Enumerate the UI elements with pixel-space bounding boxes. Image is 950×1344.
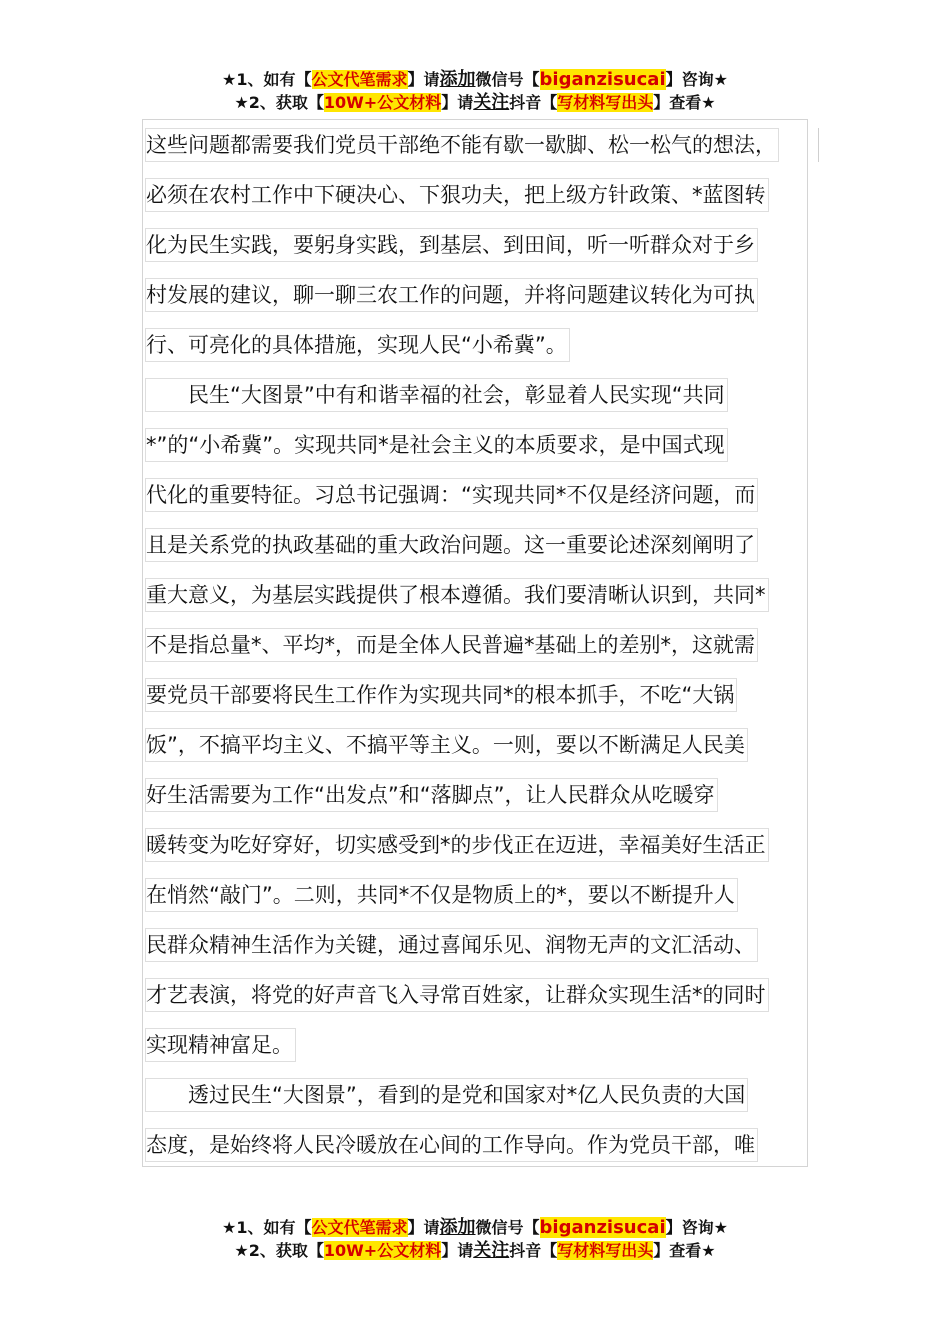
text-line xyxy=(145,770,810,820)
text-line xyxy=(145,1070,810,1120)
text-line-content: 才艺表演，将党的好声音飞入寻常百姓家，让群众实现生活*的同时 xyxy=(145,978,769,1012)
text-line xyxy=(145,820,810,870)
text-line-content: 代化的重要特征。习总书记强调：“实现共同*不仅是经济问题，而 xyxy=(145,478,758,512)
text-line xyxy=(145,120,810,170)
text-line-content: *”的“小希冀”。实现共同*是社会主义的本质要求，是中国式现 xyxy=(145,428,728,462)
line-end-marker xyxy=(818,128,819,162)
text-line-content: 村发展的建议，聊一聊三农工作的问题，并将问题建议转化为可执 xyxy=(145,278,758,312)
banner-line-2: ★2、获取【10W+公文材料】请关注抖音【写材料写出头】查看★ xyxy=(234,1240,716,1261)
text-line xyxy=(145,570,810,620)
text-line-content: 不是指总量*、平均*，而是全体人民普遍*基础上的差别*，这就需 xyxy=(145,628,758,662)
text-line-content: 在悄然“敲门”。二则，共同*不仅是物质上的*，要以不断提升人 xyxy=(145,878,738,912)
text-line-content: 透过民生“大图景”，看到的是党和国家对*亿人民负责的大国 xyxy=(145,1078,748,1112)
highlight-service: 公文代笔需求 xyxy=(311,70,408,89)
text-line-content: 行、可亮化的具体措施，实现人民“小希冀”。 xyxy=(145,328,570,362)
text-line-content: 好生活需要为工作“出发点”和“落脚点”，让人民群众从吃暖穿 xyxy=(145,778,718,812)
banner-line-1: ★1、如有【公文代笔需求】请添加微信号【biganzisucai】咨询★ xyxy=(222,1217,728,1238)
text-line-content: 实现精神富足。 xyxy=(145,1028,296,1062)
banner-line-2: ★2、获取【10W+公文材料】请关注抖音【写材料写出头】查看★ xyxy=(234,92,716,113)
text-line xyxy=(145,670,810,720)
text-line xyxy=(145,270,810,320)
highlight-douyin: 写材料写出头 xyxy=(557,1241,654,1260)
text-line xyxy=(145,170,810,220)
text-line-content: 要党员干部要将民生工作作为实现共同*的根本抓手，不吃“大锅 xyxy=(145,678,737,712)
text-line xyxy=(145,220,810,270)
text-line-content: 化为民生实践，要躬身实践，到基层、到田间，听一听群众对于乡 xyxy=(145,228,758,262)
highlight-wechat-id: biganzisucai xyxy=(539,69,666,90)
text-line-content: 且是关系党的执政基础的重大政治问题。这一重要论述深刻阐明了 xyxy=(145,528,758,562)
text-line xyxy=(145,720,810,770)
text-line xyxy=(145,470,810,520)
text-line-content: 暖转变为吃好穿好，切实感受到*的步伐正在迈进，幸福美好生活正 xyxy=(145,828,769,862)
text-line-content: 重大意义，为基层实践提供了根本遵循。我们要清晰认识到，共同* xyxy=(145,578,769,612)
highlight-service: 公文代笔需求 xyxy=(311,1218,408,1237)
highlight-wechat-id: biganzisucai xyxy=(539,1217,666,1238)
text-line xyxy=(145,520,810,570)
bottom-banner xyxy=(0,1216,950,1262)
text-line xyxy=(145,370,810,420)
text-line xyxy=(145,970,810,1020)
highlight-materials: 10W+公文材料 xyxy=(323,1241,442,1260)
banner-line-1: ★1、如有【公文代笔需求】请添加微信号【biganzisucai】咨询★ xyxy=(222,69,728,90)
document-body xyxy=(145,120,810,1170)
text-line xyxy=(145,1020,810,1070)
highlight-douyin: 写材料写出头 xyxy=(557,93,654,112)
text-line-content: 必须在农村工作中下硬决心、下狠功夫，把上级方针政策、*蓝图转 xyxy=(145,178,769,212)
text-line xyxy=(145,620,810,670)
text-line-content: 民生“大图景”中有和谐幸福的社会，彰显着人民实现“共同 xyxy=(145,378,728,412)
top-banner xyxy=(0,68,950,114)
text-line-content: 民群众精神生活作为关键，通过喜闻乐见、润物无声的文汇活动、 xyxy=(145,928,758,962)
text-line xyxy=(145,320,810,370)
highlight-materials: 10W+公文材料 xyxy=(323,93,442,112)
text-line xyxy=(145,920,810,970)
text-line xyxy=(145,420,810,470)
text-line-content: 饭”，不搞平均主义、不搞平等主义。一则，要以不断满足人民美 xyxy=(145,728,748,762)
text-line xyxy=(145,1120,810,1170)
text-line xyxy=(145,870,810,920)
text-line-content: 这些问题都需要我们党员干部绝不能有歇一歇脚、松一松气的想法， xyxy=(145,128,779,162)
text-line-content: 态度，是始终将人民冷暖放在心间的工作导向。作为党员干部，唯 xyxy=(145,1128,758,1162)
